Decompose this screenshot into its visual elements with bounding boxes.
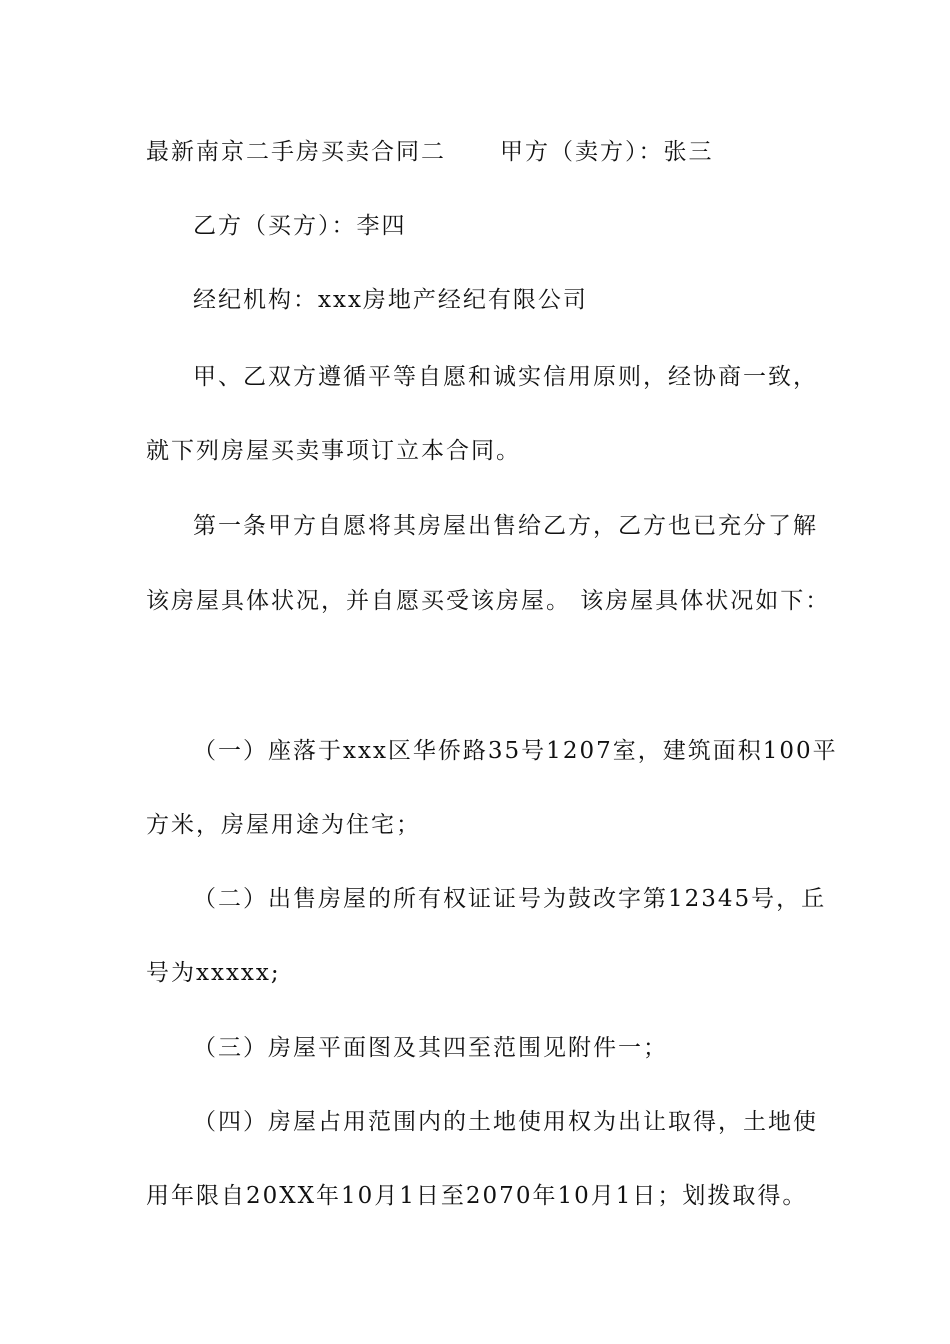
paragraph-line: 号为xxxxx; [146,960,281,986]
paragraph-line: 该房屋具体状况，并自愿买受该房屋。 该房屋具体状况如下： [146,588,831,614]
agency-line: 经纪机构：xxx房地产经纪有限公司 [193,287,588,313]
paragraph-line: 甲、乙双方遵循平等自愿和诚实信用原则，经协商一致， [193,364,818,390]
document-title: 最新南京二手房买卖合同二 [146,139,446,165]
paragraph-line: 方米，房屋用途为住宅； [146,812,421,838]
paragraph-line: 第一条甲方自愿将其房屋出售给乙方，乙方也已充分了解 [193,513,818,539]
paragraph-line: 用年限自20XX年10月1日至2070年10月1日；划拨取得。 [146,1183,808,1209]
paragraph-line: （一）座落于xxx区华侨路35号1207室，建筑面积100平 [193,738,838,764]
buyer-party: 乙方（买方）：李四 [193,213,407,239]
paragraph-line: （二）出售房屋的所有权证证号为鼓改字第12345号，丘 [193,886,827,912]
paragraph-line: （三）房屋平面图及其四至范围见附件一； [193,1035,668,1061]
paragraph-line: 就下列房屋买卖事项订立本合同。 [146,438,521,464]
seller-party: 甲方（卖方）：张三 [500,139,714,165]
title-line [146,137,714,167]
paragraph-line: （四）房屋占用范围内的土地使用权为出让取得，土地使 [193,1109,818,1135]
